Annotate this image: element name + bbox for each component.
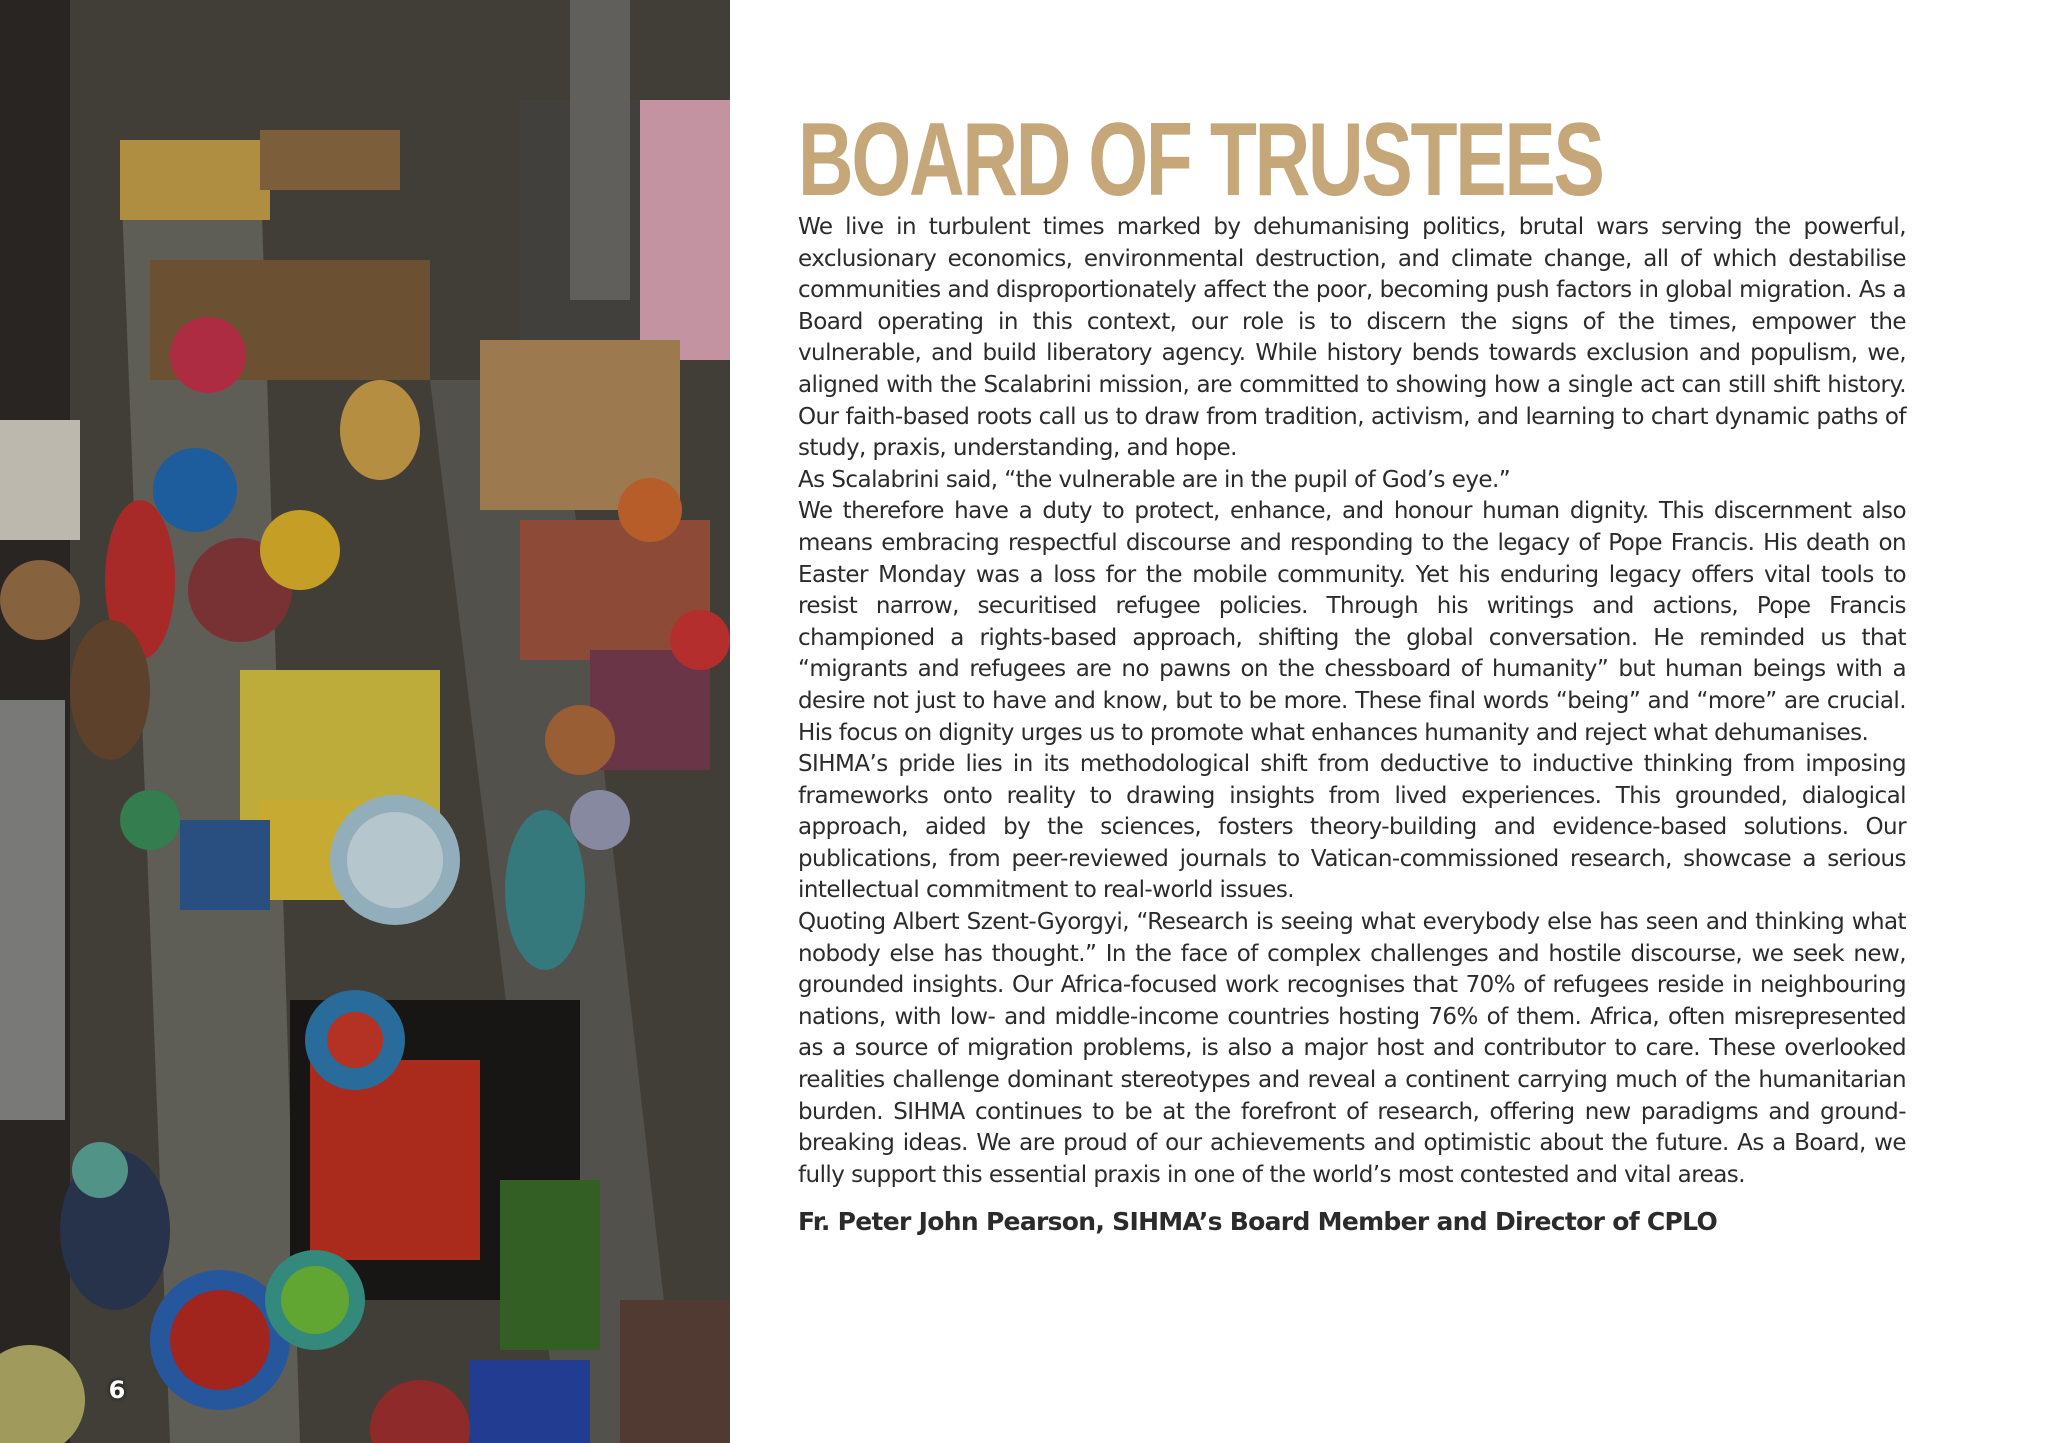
- signature: Fr. Peter John Pearson, SIHMA’s Board Member and Director of CPLO: [798, 1207, 1718, 1237]
- paragraph-scalabrini-quote: As Scalabrini said, “the vulnerable are in the pupil of God’s eye.”: [798, 466, 1511, 493]
- article-content: [798, 102, 1906, 1239]
- paragraph-intro: We live in turbulent times marked by dehumanising politics, brutal wars serving the powerful, exclusionary economics, environmental destruction, and climate change, all of which destabilise communities and disproportionately affect the poor, becoming push factors in global migration. As a Board operating in this context, our role is to discern the signs of the times, empower the vulnerable, and build liberatory agency. While history bends towards exclusion and populism, we, aligned with the Scalabrini mission, are committed to showing how a single act can still shift history. Our faith-based roots call us to draw from tradition, activism, and learning to chart dynamic paths of study, praxis, understanding, and hope.: [798, 214, 1906, 462]
- page-title: BOARD OF TRUSTEES: [798, 102, 1603, 218]
- paragraph-methodology: SIHMA’s pride lies in its methodological shift from deductive to inductive thinking from imposing frameworks onto reality to drawing insights from lived experiences. This grounded, dialogical approach, aided by the sciences, fosters theory-building and evidence-based solutions. Our publications, from peer-reviewed journals to Vatican-commissioned research, showcase a serious intellectual commitment to real-world issues.: [798, 751, 1906, 904]
- market-photo: [0, 0, 730, 1443]
- paragraph-pope-francis: We therefore have a duty to protect, enhance, and honour human dignity. This discernment also means embracing respectful discourse and responding to the legacy of Pope Francis. His death on Easter Monday was a loss for the mobile community. Yet his enduring legacy offers vital tools to resist narrow, securitised refugee policies. Through his writings and actions, Pope Francis championed a rights-based approach, shifting the global conversation. He reminded us that “migrants and refugees are no pawns on the chessboard of humanity” but human beings with a desire not just to have and know, but to be more. These final words “being” and “more” are crucial. His focus on dignity urges us to promote what enhances humanity and reject what dehumanises.: [798, 498, 1906, 746]
- paragraph-research: Quoting Albert Szent-Gyorgyi, “Research is seeing what everybody else has seen and thinking what nobody else has thought.” In the face of complex challenges and hostile discourse, we seek new, grounded insights. Our Africa-focused work recognises that 70% of refugees reside in neighbouring nations, with low- and middle-income countries hosting 76% of them. Africa, often misrepresented as a source of migration problems, is also a major host and contributor to care. These overlooked realities challenge dominant stereotypes and reveal a continent carrying much of the humanitarian burden. SIHMA continues to be at the forefront of research, offering new paradigms and ground-breaking ideas. We are proud of our achievements and optimistic about the future. As a Board, we fully support this essential praxis in one of the world’s most contested and vital areas.: [798, 909, 1906, 1188]
- market-photo-illustration: [0, 0, 730, 1443]
- page-number: 6: [108, 1376, 126, 1404]
